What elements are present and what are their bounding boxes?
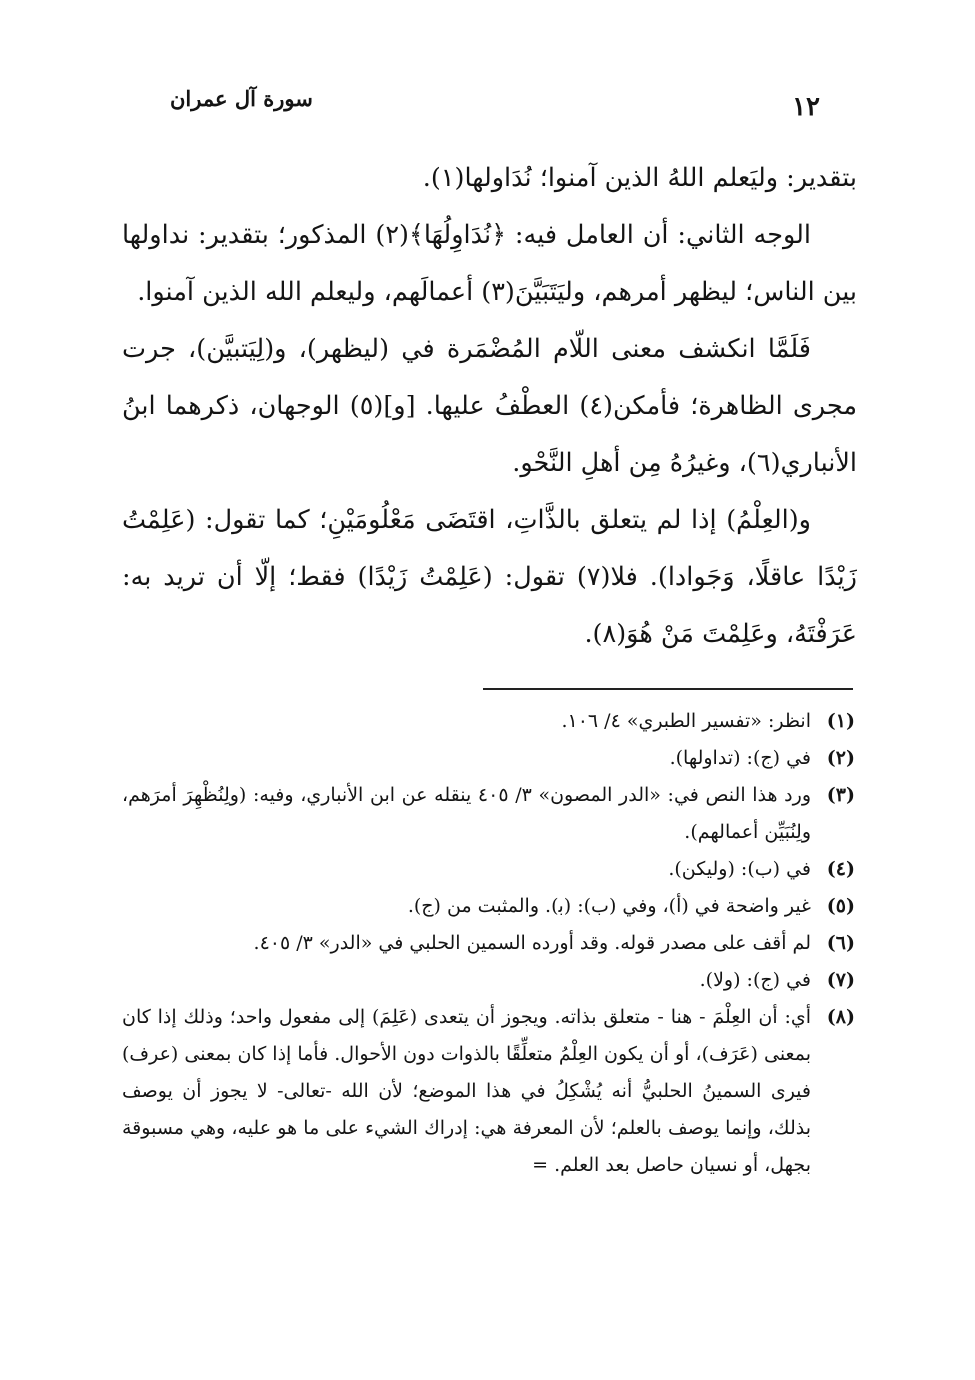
paragraph-3: فَلَمَّا انكشف معنى اللّام المُضْمَرة في (ليظهر)، و(لِيَتبيَّن)، جرت مجرى الظاهرة؛ فأمكن(٤) العطْفُ عليها. [و](٥) الوجهان، ذكرهما ابنُ الأنباري(٦)، وغيرُهُ مِن أهلِ النَّحْو. [122, 334, 857, 478]
footnote-number: (٧) [826, 969, 855, 991]
footnote-number: (٥) [826, 895, 855, 917]
footnote-3 [122, 777, 855, 851]
paragraph-1: بتقدير: وليَعلم اللهُ الذين آمنوا؛ نُدَاولها(١). [422, 163, 857, 193]
footnote-number: (٣) [826, 784, 855, 806]
main-text [122, 150, 857, 663]
footnote-text: في (ب): (وليكن). [668, 858, 811, 880]
footnote-number: (١) [826, 710, 855, 732]
running-header [160, 86, 820, 126]
footnote-2 [122, 740, 855, 777]
paragraph-2: الوجه الثاني: أن العامل فيه: ﴿نُدَاوِلُهَا﴾(٢) المذكور؛ بتقدير: نداولها بين الناس؛ ليظهر أمرهم، وليَتَبَيَّنَ(٣) أعمالَهم، وليعلم الله الذين آمنوا. [122, 220, 857, 307]
footnote-text: انظر: «تفسير الطبري» ٤/ ١٠٦. [561, 710, 811, 732]
footnote-number: (٦) [826, 932, 855, 954]
footnote-4 [122, 851, 855, 888]
footnote-number: (٨) [826, 1006, 855, 1028]
footnote-text: لم أقف على مصدر قوله. وقد أورده السمين الحلبي في «الدر» ٣/ ٤٠٥. [253, 932, 811, 954]
footnote-number: (٢) [826, 747, 855, 769]
footnotes [122, 703, 855, 1184]
paragraph-4: و(العِلْمُ) إذا لم يتعلق بالذَّاتِ، اقتَضَى مَعْلُومَيْنِ؛ كما تقول: (عَلِمْتُ زَيْدًا عاقلًا، وَجَوادا). فلا(٧) تقول: (عَلِمْتُ زَيْدًا) فقط؛ إلّا أن تريد به: عَرَفْتَهُ، وعَلِمْتَ مَنْ هُوَ(٨). [122, 505, 857, 649]
footnote-8 [122, 999, 855, 1184]
footnote-text: أي: أن العِلْمَ - هنا - متعلق بذاته. ويجوز أن يتعدى (عَلِمَ) إلى مفعول واحد؛ وذلك إذا كان بمعنى (عَرَف)، أو أن يكون العِلْمُ متعلِّقًا بالذوات دون الأحوال. فأما إذا كان بمعنى (عرف) فيرى السمينُ الحلبيُّ أنه يُشْكِلُ في هذا الموضع؛ لأن الله -تعالى- لا يجوز أن يوصف بذلك، وإنما يوصف بالعلم؛ لأن المعرفة هي: إدراك الشيء على ما هو عليه، وهي مسبوقة بجهل، أو نسيان حاصل بعد العلم. = [122, 1006, 811, 1176]
page-number: ١٢ [792, 92, 820, 122]
footnote-7 [122, 962, 855, 999]
footnote-number: (٤) [826, 858, 855, 880]
surah-title: سورة آل عمران [170, 86, 313, 111]
footnote-text: في (ج): (ولا). [699, 969, 811, 991]
footnote-1 [122, 703, 855, 740]
footnote-text: في (ج): (تداولها). [669, 747, 811, 769]
footnote-text: ورد هذا النص في: «الدر المصون» ٣/ ٤٠٥ ينقله عن ابن الأنباري، وفيه: (ولِنُظْهِرَ أمرَهم، ولِنُبَيِّن أعمالهم). [122, 784, 811, 843]
footnote-6 [122, 925, 855, 962]
footnote-text: غير واضحة في (أ)، وفي (ب): (ﺑ). والمثبت من (ج). [407, 895, 811, 917]
footnote-divider [483, 688, 853, 690]
footnote-5 [122, 888, 855, 925]
